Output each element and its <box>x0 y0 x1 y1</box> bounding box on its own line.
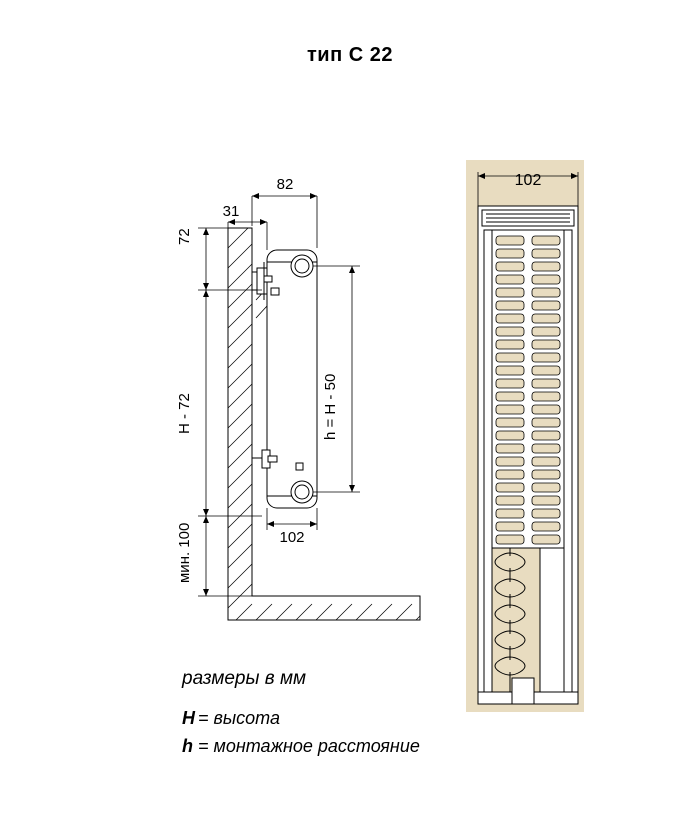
side-view-group <box>198 193 440 628</box>
legend-symbol-H: H <box>182 708 195 728</box>
dim-label-front-102: 102 <box>514 172 542 189</box>
front-view-group <box>466 160 584 712</box>
legend-units: размеры в мм <box>182 668 307 689</box>
dim-label-h-72: H - 72 <box>176 393 193 434</box>
legend <box>182 668 602 764</box>
legend-text-h: = монтажное расстояние <box>198 736 420 756</box>
dim-label-h-mount: h = H - 50 <box>322 373 339 440</box>
dim-label-side-102: 102 <box>279 529 305 546</box>
dim-label-min-100: мин. 100 <box>176 522 193 583</box>
page-title: тип С 22 <box>307 44 393 66</box>
dim-31 <box>228 219 267 250</box>
dim-label-31: 31 <box>222 203 240 220</box>
legend-symbol-h: h <box>182 736 193 756</box>
dim-label-82: 82 <box>276 176 294 193</box>
legend-row-h-lower <box>182 736 602 757</box>
dim-min-100 <box>198 516 252 596</box>
legend-row-h-upper <box>182 708 602 729</box>
dim-side-102 <box>267 508 317 530</box>
dim-label-72: 72 <box>176 228 193 245</box>
legend-text-H: = высота <box>198 708 280 728</box>
